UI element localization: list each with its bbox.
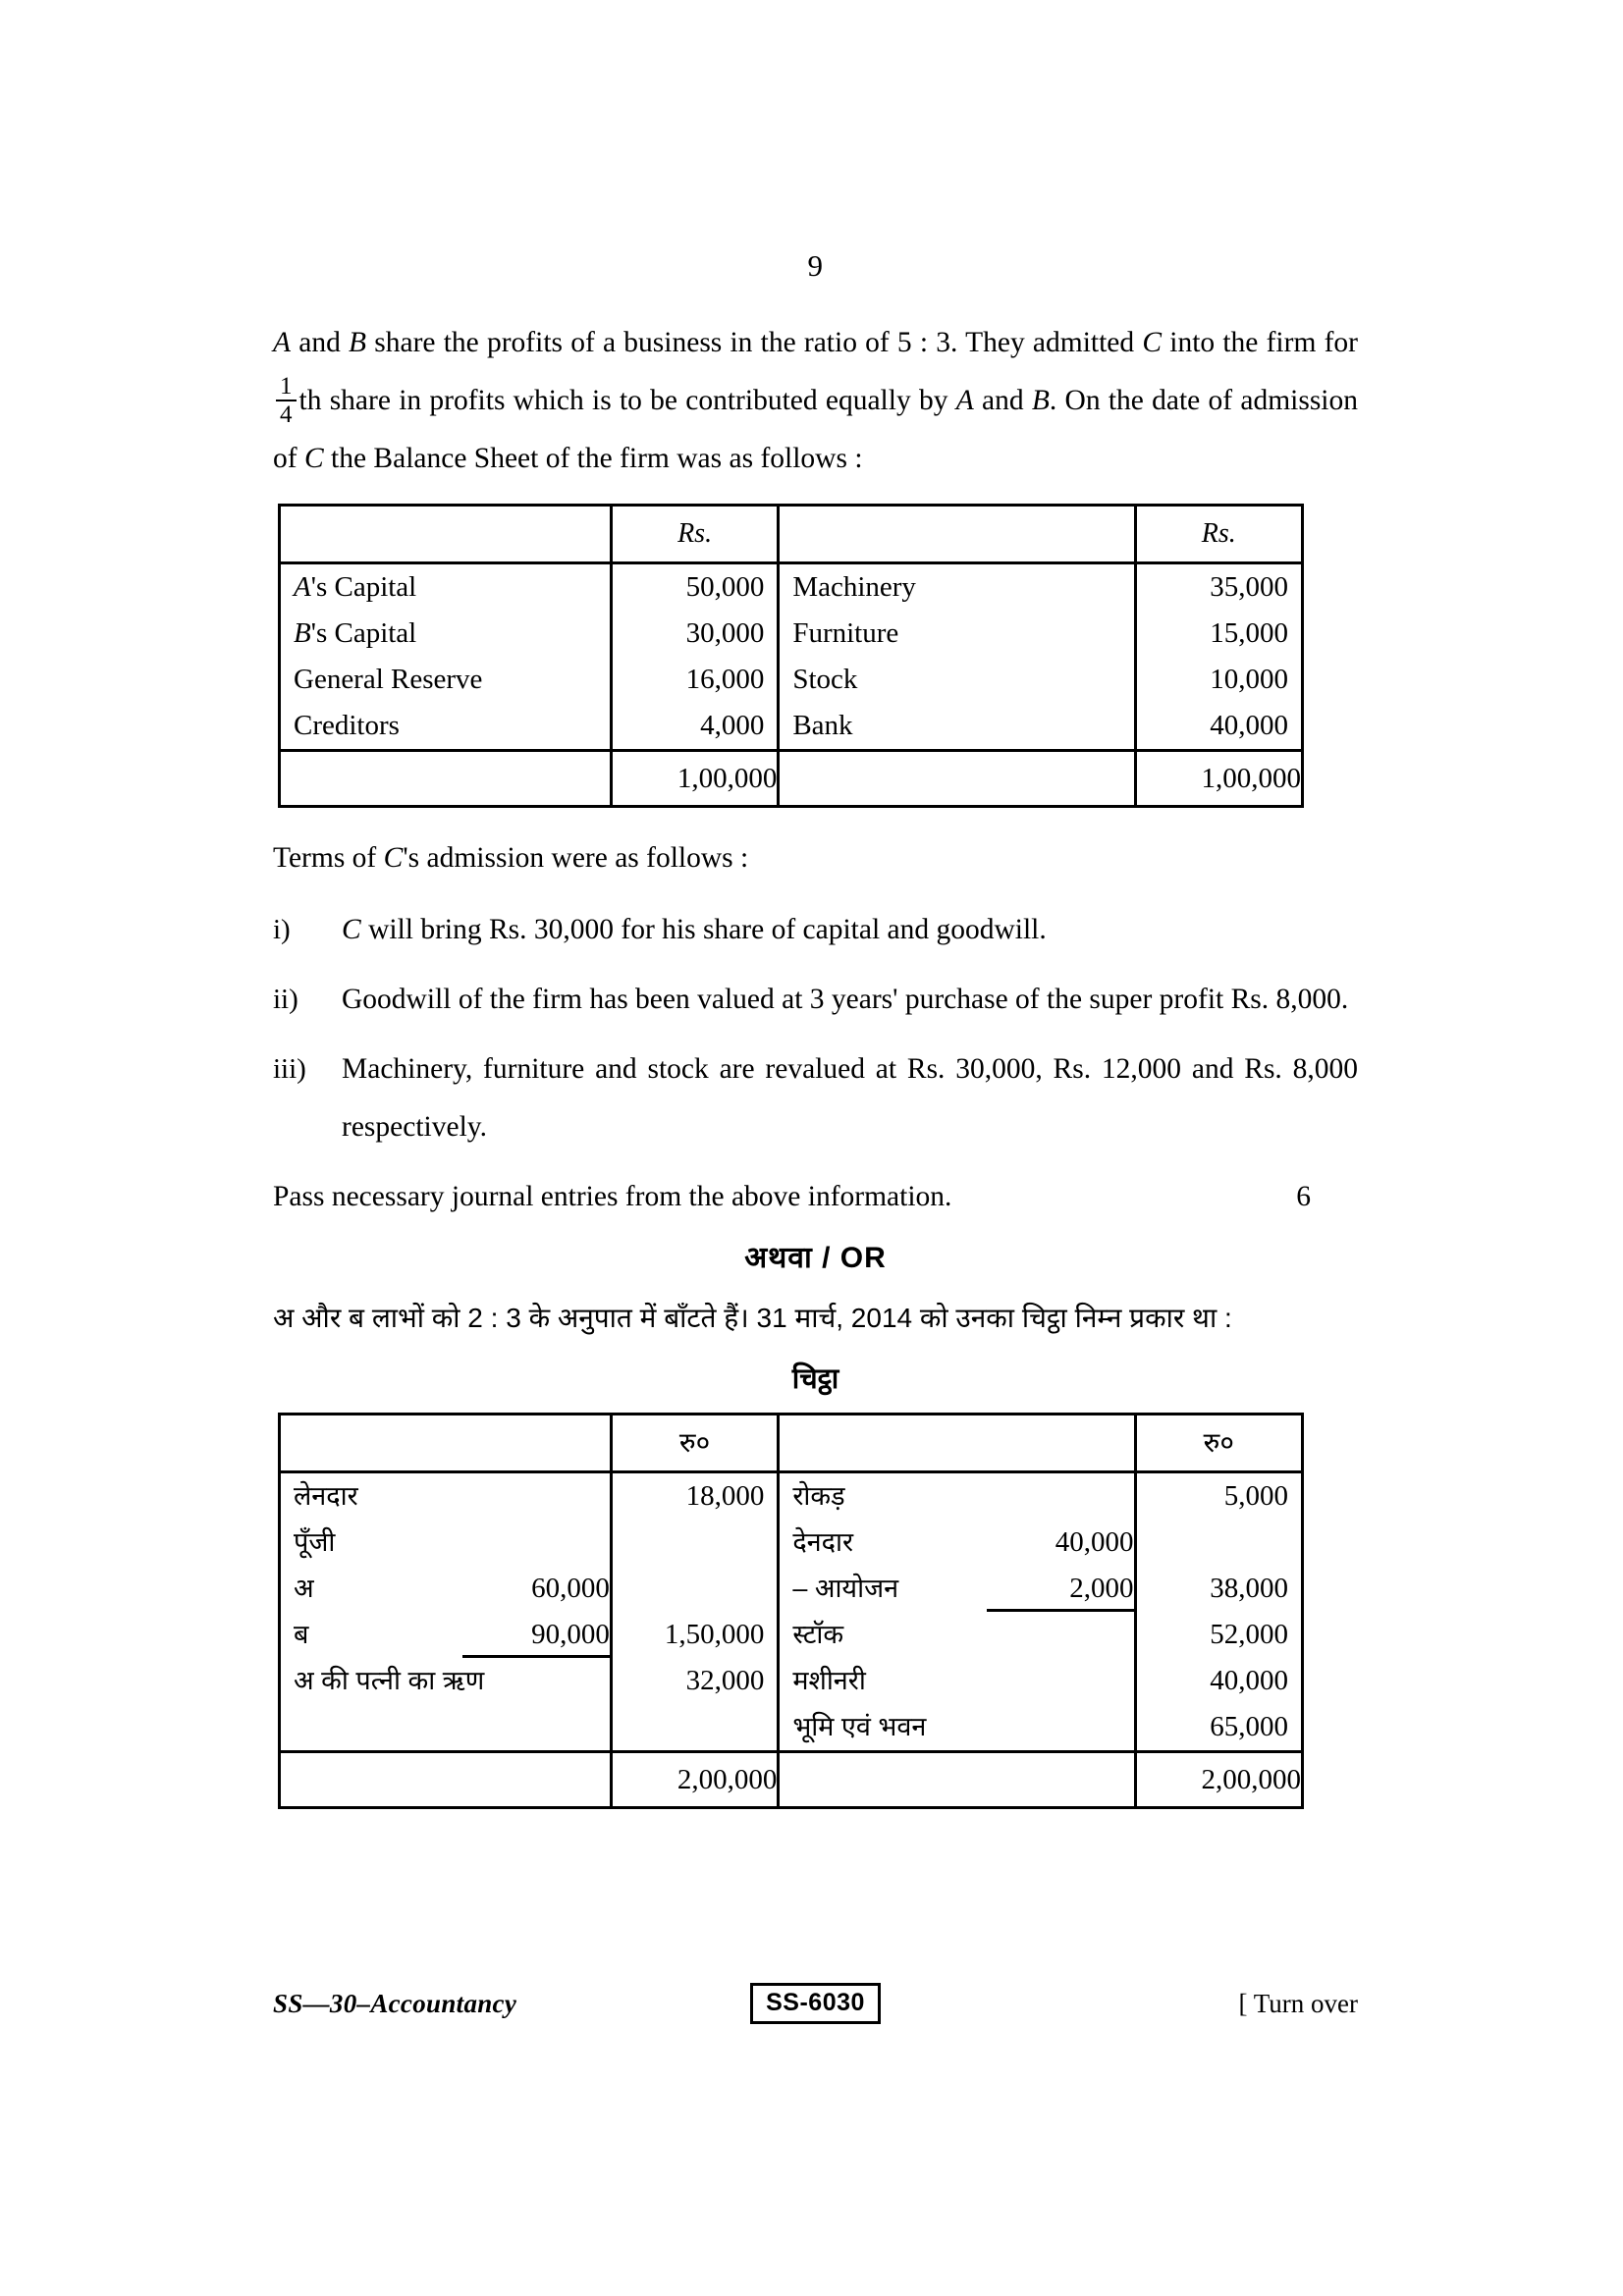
table-body-row bbox=[280, 563, 1303, 751]
asset-sub-hi-2: 2,000 bbox=[987, 1566, 1134, 1612]
qp-text-6: . On the date of admission of bbox=[273, 385, 1358, 475]
table-cell-amount: 40,000 bbox=[1210, 710, 1288, 742]
asset-sub-hi-3 bbox=[987, 1612, 1134, 1658]
table-row bbox=[780, 1658, 1133, 1704]
liab-name-italic-1: B bbox=[294, 617, 311, 650]
party-c-symbol-2: C bbox=[303, 443, 324, 475]
balance-sheet-table-english bbox=[278, 504, 1304, 808]
terms-intro-2: 's admission were as follows : bbox=[403, 842, 749, 875]
list-item-text bbox=[342, 901, 1358, 959]
list-item bbox=[273, 901, 1358, 959]
list-item bbox=[273, 971, 1358, 1029]
liabilities-amounts-cell-hi bbox=[611, 1472, 778, 1752]
liab-label-hi-1: पूँजी bbox=[294, 1527, 336, 1558]
qp-text-3: into the firm for bbox=[1162, 327, 1358, 358]
asset-label-hi-5: भूमि एवं भवन bbox=[792, 1712, 927, 1742]
table-cell-amount: 4,000 bbox=[700, 710, 765, 742]
liab-label-hi-2: अ bbox=[294, 1574, 314, 1604]
list-item-text: Goodwill of the firm has been valued at 3 years' purchase of the super profit Rs. 8,000. bbox=[342, 984, 1349, 1016]
table-cell-amount: 16,000 bbox=[685, 664, 765, 696]
table-row bbox=[281, 657, 610, 703]
table-row bbox=[281, 1658, 610, 1704]
fraction-numerator: 1 bbox=[280, 373, 293, 400]
terms-intro bbox=[273, 829, 1358, 887]
assets-names-cell bbox=[779, 563, 1135, 751]
header-assets-blank-hi bbox=[779, 1415, 1135, 1472]
total-right-blank bbox=[779, 751, 1135, 807]
party-b-symbol-2: B bbox=[1031, 385, 1050, 416]
page-number: 9 bbox=[807, 248, 824, 283]
assets-names-cell-hi bbox=[779, 1472, 1135, 1752]
party-c-symbol: C bbox=[1142, 327, 1163, 358]
table-cell-amount: 35,000 bbox=[1210, 571, 1288, 604]
asset-label-hi-4: मशीनरी bbox=[792, 1666, 866, 1696]
fraction-denominator: 4 bbox=[276, 400, 297, 428]
liab-name-1: 's Capital bbox=[310, 617, 417, 650]
liab-name-0: 's Capital bbox=[310, 571, 417, 604]
liab-name-2: General Reserve bbox=[294, 664, 483, 696]
balance-sheet-title-hindi: चिट्ठा bbox=[791, 1363, 839, 1396]
assets-amounts-cell bbox=[1135, 563, 1302, 751]
party-a-symbol-2: A bbox=[955, 385, 974, 416]
table-row bbox=[780, 1520, 1133, 1566]
asset-sub-hi-0 bbox=[987, 1473, 1134, 1520]
asset-label-hi-3: स्टॉक bbox=[792, 1620, 844, 1650]
list-item bbox=[273, 1041, 1358, 1156]
table-cell-amount: 38,000 bbox=[1210, 1573, 1288, 1605]
table-row: Bank bbox=[792, 710, 853, 742]
list-item-marker: ii) bbox=[273, 984, 298, 1016]
table-row: Furniture bbox=[792, 617, 899, 650]
table-cell-amount bbox=[1137, 1520, 1301, 1566]
liab-label-hi-3: ब bbox=[294, 1620, 309, 1650]
table-cell-amount bbox=[613, 1520, 777, 1566]
header-assets-blank bbox=[779, 506, 1135, 563]
header-assets-amount: Rs. bbox=[1135, 506, 1302, 563]
table-row bbox=[281, 1566, 610, 1612]
list-item-text: Machinery, furniture and stock are revalued at Rs. 30,000, Rs. 12,000 and Rs. 8,000 respectively. bbox=[342, 1053, 1358, 1144]
table-row bbox=[281, 1473, 610, 1520]
assets-amounts-cell-hi bbox=[1135, 1472, 1302, 1752]
liab-sub-hi-3: 90,000 bbox=[462, 1612, 610, 1658]
footer-turn-over: [ Turn over bbox=[1238, 1988, 1359, 2018]
balance-sheet-table-hindi bbox=[278, 1413, 1304, 1809]
terms-intro-1: Terms of bbox=[273, 842, 384, 875]
table-cell-amount bbox=[613, 1566, 777, 1612]
header-liabilities-amount-hi: रु० bbox=[611, 1415, 778, 1472]
liabilities-amounts-cell bbox=[611, 563, 778, 751]
question-paragraph-english bbox=[273, 314, 1358, 488]
table-row: Machinery bbox=[792, 571, 916, 604]
table-cell-amount: 52,000 bbox=[1210, 1619, 1288, 1651]
table-header-row bbox=[280, 1415, 1303, 1472]
list-item-marker: iii) bbox=[273, 1053, 306, 1086]
table-row bbox=[780, 1704, 1133, 1750]
table-row bbox=[780, 1612, 1133, 1658]
table-row bbox=[281, 564, 610, 611]
asset-sub-hi-1: 40,000 bbox=[1055, 1526, 1134, 1559]
table-cell-amount: 10,000 bbox=[1210, 664, 1288, 696]
qp-text-5: and bbox=[973, 385, 1032, 416]
total-assets-hi: 2,00,000 bbox=[1135, 1752, 1302, 1808]
liab-sub-hi-0 bbox=[462, 1473, 610, 1520]
terms-list bbox=[273, 901, 1358, 1156]
table-total-row bbox=[280, 1752, 1303, 1808]
party-b-symbol: B bbox=[349, 327, 367, 358]
table-body-row bbox=[280, 1472, 1303, 1752]
or-divider: अथवा / OR bbox=[744, 1242, 887, 1275]
table-cell-amount: 40,000 bbox=[1210, 1665, 1288, 1697]
asset-label-hi-0: रोकड़ bbox=[792, 1481, 845, 1512]
table-row bbox=[780, 1473, 1133, 1520]
table-row: Stock bbox=[792, 664, 858, 696]
table-cell-amount: 50,000 bbox=[685, 571, 765, 604]
table-cell-amount: 65,000 bbox=[1210, 1711, 1288, 1743]
asset-sub-hi-4 bbox=[987, 1658, 1134, 1704]
closing-instruction-row bbox=[273, 1168, 1358, 1226]
header-assets-amount-hi: रु० bbox=[1135, 1415, 1302, 1472]
header-liabilities-blank bbox=[280, 506, 612, 563]
total-assets: 1,00,000 bbox=[1135, 751, 1302, 807]
liabilities-names-cell bbox=[280, 563, 612, 751]
total-liabilities: 1,00,000 bbox=[611, 751, 778, 807]
footer-paper-code-box: SS-6030 bbox=[750, 1983, 881, 2024]
header-liabilities-amount: Rs. bbox=[611, 506, 778, 563]
page-footer bbox=[273, 1983, 1358, 2024]
liab-sub-hi-4 bbox=[484, 1658, 610, 1704]
closing-instruction: Pass necessary journal entries from the above information. bbox=[273, 1181, 952, 1213]
list-item-body: will bring Rs. 30,000 for his share of capital and goodwill. bbox=[360, 914, 1047, 946]
qp-text-1: and bbox=[291, 327, 350, 358]
liab-sub-hi-1 bbox=[462, 1520, 610, 1566]
liab-label-hi-4: अ की पत्नी का ऋण bbox=[294, 1666, 485, 1696]
party-a-symbol: A bbox=[273, 327, 292, 358]
qp-text-4: th share in profits which is to be contributed equally by bbox=[298, 385, 956, 416]
liab-sub-hi-2: 60,000 bbox=[531, 1573, 610, 1605]
marks-value: 6 bbox=[1296, 1181, 1311, 1213]
total-left-blank-hi bbox=[280, 1752, 612, 1808]
list-item-marker: i) bbox=[273, 914, 291, 946]
list-item-lead-italic: C bbox=[342, 914, 361, 946]
table-cell-amount: 18,000 bbox=[685, 1480, 765, 1513]
terms-party-c: C bbox=[383, 842, 404, 875]
table-cell-amount: 1,50,000 bbox=[664, 1619, 765, 1651]
table-row bbox=[281, 1612, 610, 1658]
header-liabilities-blank-hi bbox=[280, 1415, 612, 1472]
table-cell-amount: 30,000 bbox=[685, 617, 765, 650]
liab-name-italic-0: A bbox=[294, 571, 311, 604]
table-cell-amount: 32,000 bbox=[685, 1665, 765, 1697]
table-row bbox=[281, 611, 610, 657]
asset-label-hi-2: – आयोजन bbox=[792, 1574, 899, 1604]
table-total-row bbox=[280, 751, 1303, 807]
total-liabilities-hi: 2,00,000 bbox=[611, 1752, 778, 1808]
qp-text-2: share the profits of a business in the ratio of 5 : 3. They admitted bbox=[366, 327, 1143, 358]
table-row bbox=[281, 1520, 610, 1566]
table-cell-amount: 5,000 bbox=[1223, 1480, 1288, 1513]
question-paragraph-hindi: अ और ब लाभों को 2 : 3 के अनुपात में बाँटते हैं। 31 मार्च, 2014 को उनका चिट्ठा निम्न प्रकार था : bbox=[273, 1303, 1232, 1334]
total-right-blank-hi bbox=[779, 1752, 1135, 1808]
liabilities-names-cell-hi bbox=[280, 1472, 612, 1752]
table-row bbox=[281, 703, 610, 749]
asset-sub-hi-5 bbox=[987, 1704, 1134, 1750]
footer-subject-code: SS—30–Accountancy bbox=[273, 1988, 517, 2018]
liab-label-hi-0: लेनदार bbox=[294, 1481, 358, 1512]
table-cell-amount: 15,000 bbox=[1210, 617, 1288, 650]
page-content bbox=[273, 250, 1358, 1809]
total-left-blank bbox=[280, 751, 612, 807]
fraction-one-fourth bbox=[276, 373, 297, 428]
table-header-row bbox=[280, 506, 1303, 563]
table-row bbox=[780, 1566, 1133, 1612]
liab-name-3: Creditors bbox=[294, 710, 400, 742]
asset-label-hi-1: देनदार bbox=[792, 1527, 854, 1558]
qp-text-7: the Balance Sheet of the firm was as follows : bbox=[323, 443, 863, 475]
